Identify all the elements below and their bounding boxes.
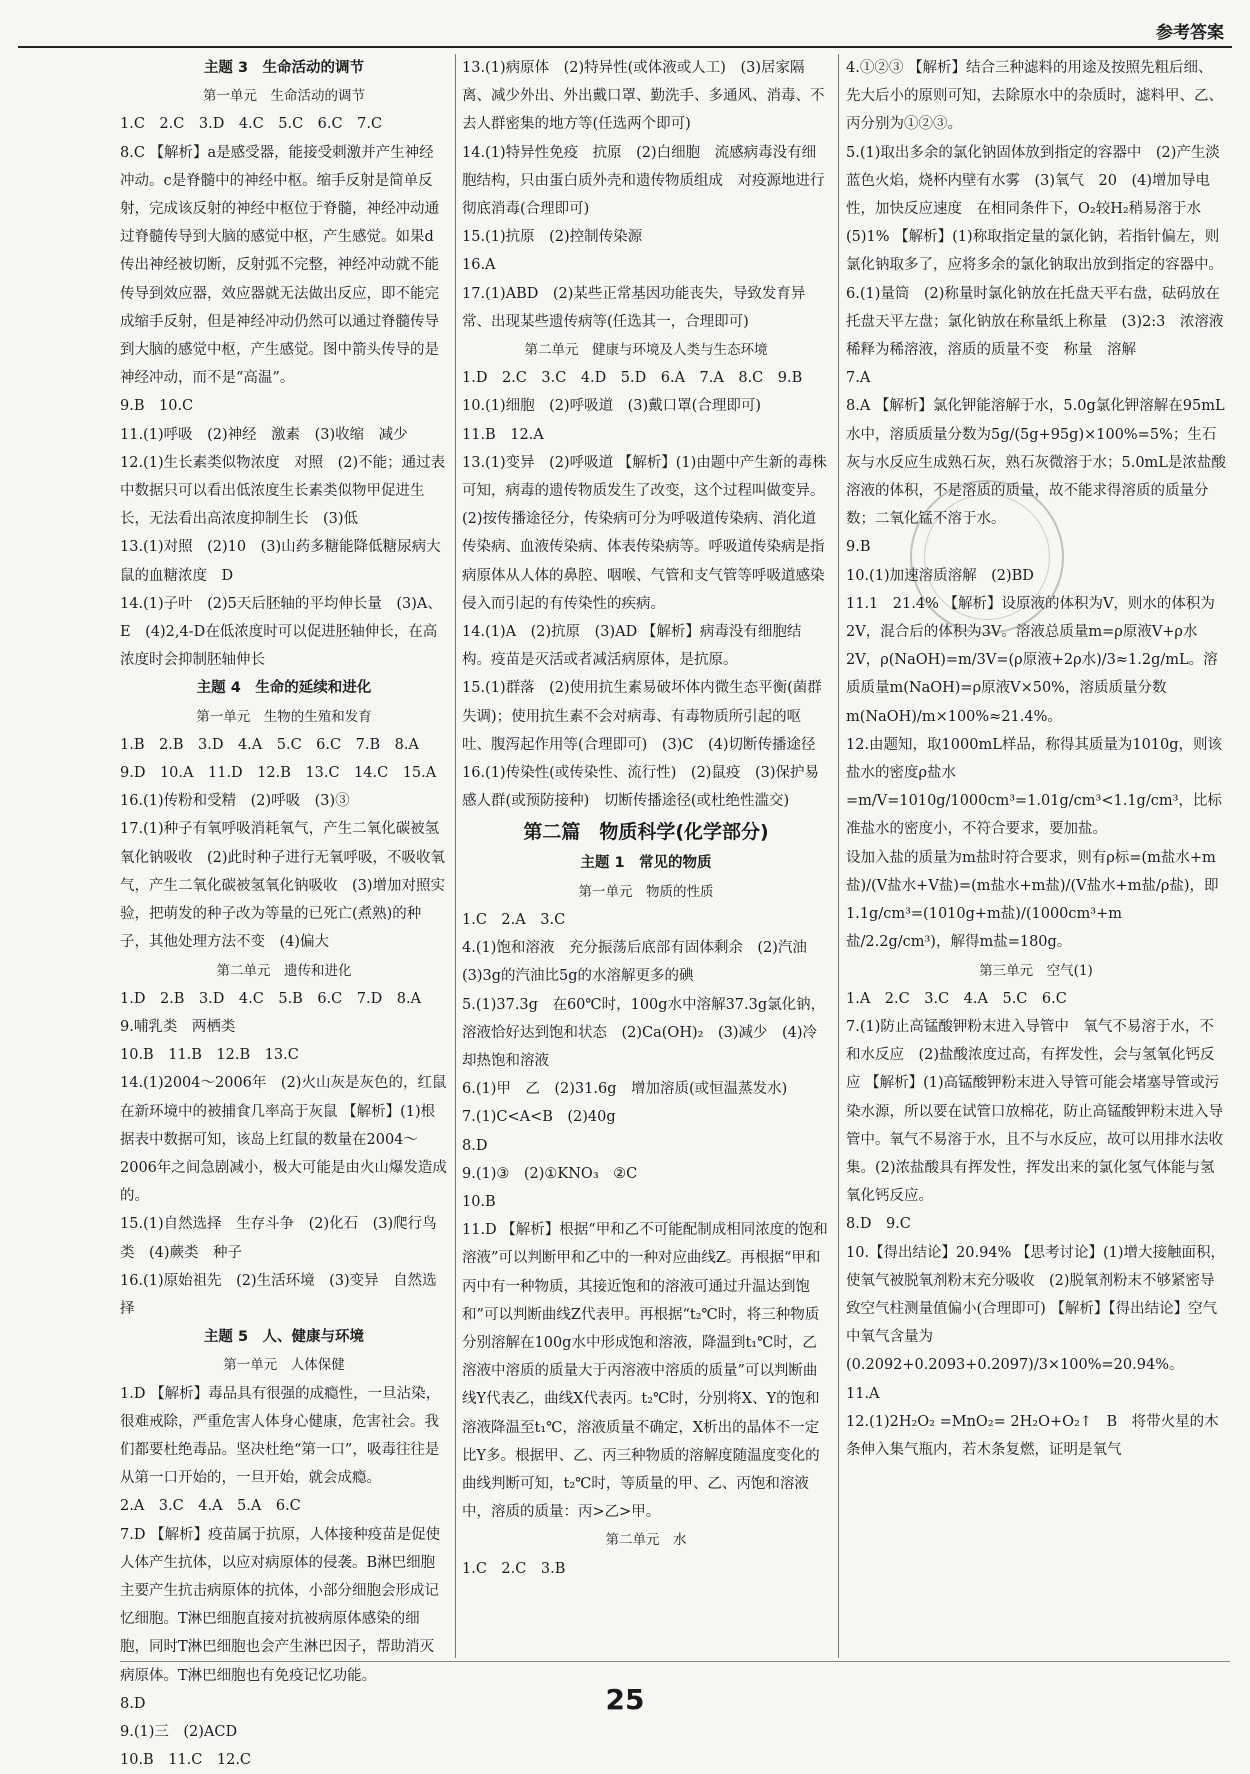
watermark-stamp [910, 480, 1064, 634]
answer-paragraph: 10.(1)细胞 (2)呼吸道 (3)戴口罩(合理即可) [462, 398, 761, 415]
column-divider [455, 54, 456, 1658]
answer-paragraph: 2.A 3.C 4.A 5.A 6.C [120, 1498, 301, 1515]
answer-paragraph: 7.D 【解析】疫苗属于抗原，人体接种疫苗是促使人体产生抗体，以应对病原体的侵袭。B淋巴细胞主要产生抗击病原体的抗体，小部分细胞会形成记忆细胞。T淋巴细胞直接对抗被病原体感染的细胞，同时T淋巴细胞也会产生淋巴因子，帮助消灭病原体。T淋巴细胞也有免疫记忆功能。 [120, 1526, 441, 1684]
answer-paragraph: 1.D 2.C 3.C 4.D 5.D 6.A 7.A 8.C 9.B [462, 370, 803, 387]
answer-column-1 [120, 54, 448, 1769]
answer-paragraph: 16.A [462, 257, 496, 274]
header-rule [18, 46, 1232, 48]
answer-paragraph: 9.(1)③ (2)①KNO₃ ②C [462, 1165, 638, 1182]
answer-paragraph: 14.(1)2004～2006年 (2)火山灰是灰色的，红鼠在新环境中的被捕食几率高于灰鼠 【解析】(1)根据表中数据可知，该岛上红鼠的数量在2004～2006年之间急剧减小，极大可能是由火山爆发造成的。 [120, 1075, 447, 1205]
page-number: 25 [605, 1683, 645, 1716]
answer-paragraph: 8.D [120, 1695, 146, 1712]
answer-paragraph: 5.(1)37.3g 在60℃时，100g水中溶解37.3g氯化钠，溶液恰好达到饱和状态 (2)Ca(OH)₂ (3)减少 (4)冷却热饱和溶液 [462, 996, 826, 1069]
answer-paragraph: 8.C 【解析】a是感受器，能接受刺激并产生神经冲动。c是脊髓中的神经中枢。缩手反射是简单反射，完成该反射的神经中枢位于脊髓，神经冲动通过脊髓传导到大脑的感觉中枢，产生感觉。如果d传出神经被切断，反射弧不完整，神经冲动就不能传导到效应器，效应器就无法做出反应，即不能完成缩手反射，但是神经冲动仍然可以通过脊髓传导到大脑的感觉中枢，产生感觉。图中箭头传导的是神经冲动，而不是“高温”。 [120, 144, 439, 387]
answer-paragraph: 8.D 9.C [846, 1216, 911, 1233]
answer-paragraph: 设加入盐的质量为m盐时符合要求，则有ρ标=(m盐水+m盐)/(V盐水+V盐)=(m盐水+m盐)/(V盐水+m盐/ρ盐)，即1.1g/cm³=(1010g+m盐)/(1000cm³+m盐/2.2g/cm³)，解得m盐=180g。 [846, 849, 1219, 951]
answer-paragraph: 1.B 2.B 3.D 4.A 5.C 6.C 7.B 8.A [120, 736, 419, 753]
unit-heading: 第一单元 生物的生殖和发育 [196, 708, 372, 725]
answer-paragraph: 15.(1)抗原 (2)控制传染源 [462, 229, 643, 246]
answer-paragraph: 11.D 【解析】根据“甲和乙不可能配制成相同浓度的饱和溶液”可以判断甲和乙中的一种对应曲线Z。再根据“甲和丙中有一种物质，其接近饱和的溶液可通过升温达到饱和”可以判断曲线Z代表甲。再根据“t₂℃时，将三种物质分别溶解在100g水中形成饱和溶液，降温到t₁℃时，乙溶液中溶质的质量大于丙溶液中溶质的质量”可以判断曲线Y代表乙，曲线X代表丙。t₂℃时，分别将X、Y的饱和溶液降温至t₁℃，溶液质量不确定，X析出的晶体不一定比Y多。根据甲、乙、丙三种物质的溶解度随温度变化的曲线判断可知，t₂℃时，等质量的甲、乙、丙饱和溶液中，溶质的质量：丙>乙>甲。 [462, 1222, 828, 1521]
answer-paragraph: 15.(1)群落 (2)使用抗生素易破坏体内微生态平衡(菌群失调)；使用抗生素不会对病毒、有毒物质所引起的呕吐、腹泻起作用等(合理即可) (3)C (4)切断传播途径 [462, 680, 822, 753]
topic-heading: 主题 5 人、健康与环境 [203, 1329, 365, 1346]
answer-paragraph: 1.D 2.B 3.D 4.C 5.B 6.C 7.D 8.A [120, 990, 422, 1007]
answer-paragraph: 10.【得出结论】20.94% 【思考讨论】(1)增大接触面积，使氧气被脱氧剂粉末充分吸收 (2)脱氧剂粉末不够紧密导致空气柱测量值偏小(合理即可) 【解析】【得出结论】空气中氧气含量为(0.2092+0.2093+0.2097)/3×100%=20.94%。 [846, 1244, 1225, 1374]
topic-heading: 主题 1 常见的物质 [580, 855, 712, 872]
answer-paragraph: 1.C 2.A 3.C [462, 911, 566, 928]
answer-paragraph: 14.(1)特异性免疫 抗原 (2)白细胞 流感病毒没有细胞结构，只由蛋白质外壳和遗传物质组成 对疫源地进行彻底消毒(合理即可) [462, 144, 825, 218]
answer-paragraph: 10.B 11.B 12.B 13.C [120, 1047, 299, 1064]
answer-paragraph: 12.由题知，取1000mL样品，称得其质量为1010g，则该盐水的密度ρ盐水=m/V=1010g/1000cm³=1.01g/cm³<1.1g/cm³，比标准盐水的密度小，不符合要求，要加盐。 [846, 736, 1223, 838]
answer-paragraph: 15.(1)自然选择 生存斗争 (2)化石 (3)爬行鸟类 (4)蕨类 种子 [120, 1216, 437, 1261]
answer-paragraph: 1.C 2.C 3.D 4.C 5.C 6.C 7.C [120, 116, 383, 133]
answer-paragraph: 13.(1)病原体 (2)特异性(或体液或人工) (3)居家隔离、减少外出、外出戴口罩、勤洗手、多通风、消毒、不去人群密集的地方等(任选两个即可) [462, 60, 825, 133]
answer-paragraph: 12.(1)2H₂O₂ =MnO₂= 2H₂O+O₂↑ B 将带火星的木条伸入集气瓶内，若木条复燃，证明是氧气 [846, 1413, 1219, 1458]
unit-heading: 第二单元 水 [605, 1532, 687, 1549]
answer-paragraph: 6.(1)甲 乙 (2)31.6g 增加溶质(或恒温蒸发水) [462, 1081, 788, 1098]
answer-paragraph: 1.C 2.C 3.B [462, 1560, 566, 1577]
answer-paragraph: 9.B [846, 539, 871, 556]
answer-paragraph: 11.A [846, 1385, 880, 1402]
answer-paragraph: 13.(1)对照 (2)10 (3)山药多糖能降低糖尿病大鼠的血糖浓度 D [120, 539, 441, 584]
answer-paragraph: 16.(1)传粉和受精 (2)呼吸 (3)③ [120, 793, 350, 810]
answer-paragraph: 10.B [462, 1193, 496, 1210]
unit-heading: 第三单元 空气(1) [979, 962, 1093, 979]
answer-paragraph: 1.A 2.C 3.C 4.A 5.C 6.C [846, 990, 1067, 1007]
page-header-title: 参考答案 [1156, 23, 1224, 43]
unit-heading: 第二单元 健康与环境及人类与生态环境 [524, 342, 768, 359]
answer-paragraph: 5.(1)取出多余的氯化钠固体放到指定的容器中 (2)产生淡蓝色火焰，烧杯内壁有水雾 (3)氧气 20 (4)增加导电性，加快反应速度 在相同条件下，O₂较H₂稍易溶于水 (5)1% 【解析】(1)称取指定量的氯化钠，若指针偏左，则氯化钠取多了，应将多余的氯化钠取出放到指定的容器中。 [846, 144, 1223, 274]
answer-paragraph: 7.(1)防止高锰酸钾粉末进入导管中 氧气不易溶于水，不和水反应 (2)盐酸浓度过高，有挥发性，会与氢氧化钙反应 【解析】(1)高锰酸钾粉末进入导管可能会堵塞导管或污染水源，所以要在试管口放棉花，防止高锰酸钾粉末进入导管中。氧气不易溶于水，且不与水反应，故可以用排水法收集。(2)浓盐酸具有挥发性，挥发出来的氯化氢气体能与氢氧化钙反应。 [846, 1018, 1223, 1205]
answer-paragraph: 9.D 10.A 11.D 12.B 13.C 14.C 15.A [120, 765, 437, 782]
answer-paragraph: 11.(1)呼吸 (2)神经 激素 (3)收缩 减少 [120, 426, 408, 443]
answer-paragraph: 11.B 12.A [462, 426, 544, 443]
topic-heading: 主题 4 生命的延续和进化 [196, 680, 372, 697]
answer-paragraph: 10.B 11.C 12.C [120, 1752, 252, 1769]
column-divider [838, 54, 839, 1658]
answer-paragraph: 9.B 10.C [120, 398, 194, 415]
answer-paragraph: 8.D [462, 1137, 488, 1154]
answer-paragraph: 16.(1)传染性(或传染性、流行性) (2)鼠疫 (3)保护易感人群(或预防接种) 切断传播途径(或杜绝性滥交) [462, 765, 819, 810]
unit-heading: 第二单元 遗传和进化 [216, 962, 352, 979]
answer-paragraph: 14.(1)A (2)抗原 (3)AD 【解析】病毒没有细胞结构。疫苗是灭活或者减活病原体，是抗原。 [462, 624, 802, 669]
answer-paragraph: 11.1 21.4% 【解析】设原液的体积为V，则水的体积为2V，混合后的体积为3V。溶液总质量m=ρ原液V+ρ水2V，ρ(NaOH)=m/3V=(ρ原液+2ρ水)/3≈1.2g/mL。溶质质量m(NaOH)=ρ原液V×50%，溶质质量分数m(NaOH)/m×100%≈21.4%。 [846, 595, 1218, 725]
answer-paragraph: 6.(1)量筒 (2)称量时氯化钠放在托盘天平右盘，砝码放在托盘天平左盘；氯化钠放在称量纸上称量 (3)2:3 浓溶液稀释为稀溶液，溶质的质量不变 称量 溶解 [846, 285, 1224, 359]
part-heading: 第二篇 物质科学(化学部分) [523, 821, 769, 844]
answer-paragraph: 4.(1)饱和溶液 充分振荡后底部有固体剩余 (2)汽油 (3)3g的汽油比5g的水溶解更多的碘 [462, 940, 822, 985]
answer-paragraph: 17.(1)种子有氧呼吸消耗氧气，产生二氧化碳被氢氧化钠吸收 (2)此时种子进行无氧呼吸，不吸收氧气，产生二氧化碳被氢氧化钠吸收 (3)增加对照实验，把萌发的种子改为等量的已死亡(煮熟)的种子，其他处理方法不变 (4)偏大 [120, 821, 446, 951]
topic-heading: 主题 3 生命活动的调节 [203, 60, 365, 76]
unit-heading: 第一单元 生命活动的调节 [203, 88, 365, 105]
answer-paragraph: 4.①②③ 【解析】结合三种滤料的用途及按照先粗后细、先大后小的原则可知，去除原水中的杂质时，滤料甲、乙、丙分别为①②③。 [846, 60, 1223, 133]
answer-paragraph: 9.哺乳类 两栖类 [120, 1018, 236, 1035]
answer-paragraph: 9.(1)三 (2)ACD [120, 1723, 238, 1740]
answer-paragraph: 12.(1)生长素类似物浓度 对照 (2)不能；通过表中数据只可以看出低浓度生长素类似物甲促进生长，无法看出高浓度抑制生长 (3)低 [120, 454, 446, 528]
answer-paragraph: 14.(1)子叶 (2)5天后胚轴的平均伸长量 (3)A、E (4)2,4-D在低浓度时可以促进胚轴伸长，在高浓度时会抑制胚轴伸长 [120, 595, 442, 669]
answer-paragraph: 17.(1)ABD (2)某些正常基因功能丧失，导致发育异常、出现某些遗传病等(任选其一，合理即可) [462, 285, 806, 330]
answer-paragraph: 7.A [846, 370, 871, 387]
answer-paragraph: 7.(1)C<A<B (2)40g [462, 1109, 616, 1126]
answer-column-3 [846, 54, 1226, 1664]
answer-paragraph: 10.(1)加速溶质溶解 (2)BD [846, 567, 1034, 584]
footer-rule [120, 1661, 1230, 1662]
unit-heading: 第一单元 物质的性质 [578, 883, 714, 900]
answer-paragraph: 16.(1)原始祖先 (2)生活环境 (3)变异 自然选择 [120, 1272, 437, 1317]
answer-paragraph: 1.D 【解析】毒品具有很强的成瘾性，一旦沾染，很难戒除，严重危害人体身心健康，危害社会。我们都要杜绝毒品。坚决杜绝“第一口”，吸毒往往是从第一口开始的，一旦开始，就会成瘾。 [120, 1385, 441, 1487]
answer-paragraph: 13.(1)变异 (2)呼吸道 【解析】(1)由题中产生新的毒株可知，病毒的遗传物质发生了改变，这个过程叫做变异。(2)按传播途径分，传染病可分为呼吸道传染病、消化道传染病、血液传染病、体表传染病等。呼吸道传染病是指病原体从人体的鼻腔、咽喉、气管和支气管等呼吸道感染侵入而引起的有传染性的疾病。 [462, 454, 827, 612]
unit-heading: 第一单元 人体保健 [223, 1357, 345, 1374]
answer-column-2 [462, 54, 830, 1664]
answer-paragraph: 8.A 【解析】氯化钾能溶解于水，5.0g氯化钾溶解在95mL水中，溶质质量分数为5g/(5g+95g)×100%=5%；生石灰与水反应生成熟石灰，熟石灰微溶于水；5.0mL是浓盐酸溶液的体积，不是溶质的质量，故不能求得溶质的质量分数；二氧化锰不溶于水。 [846, 398, 1226, 528]
